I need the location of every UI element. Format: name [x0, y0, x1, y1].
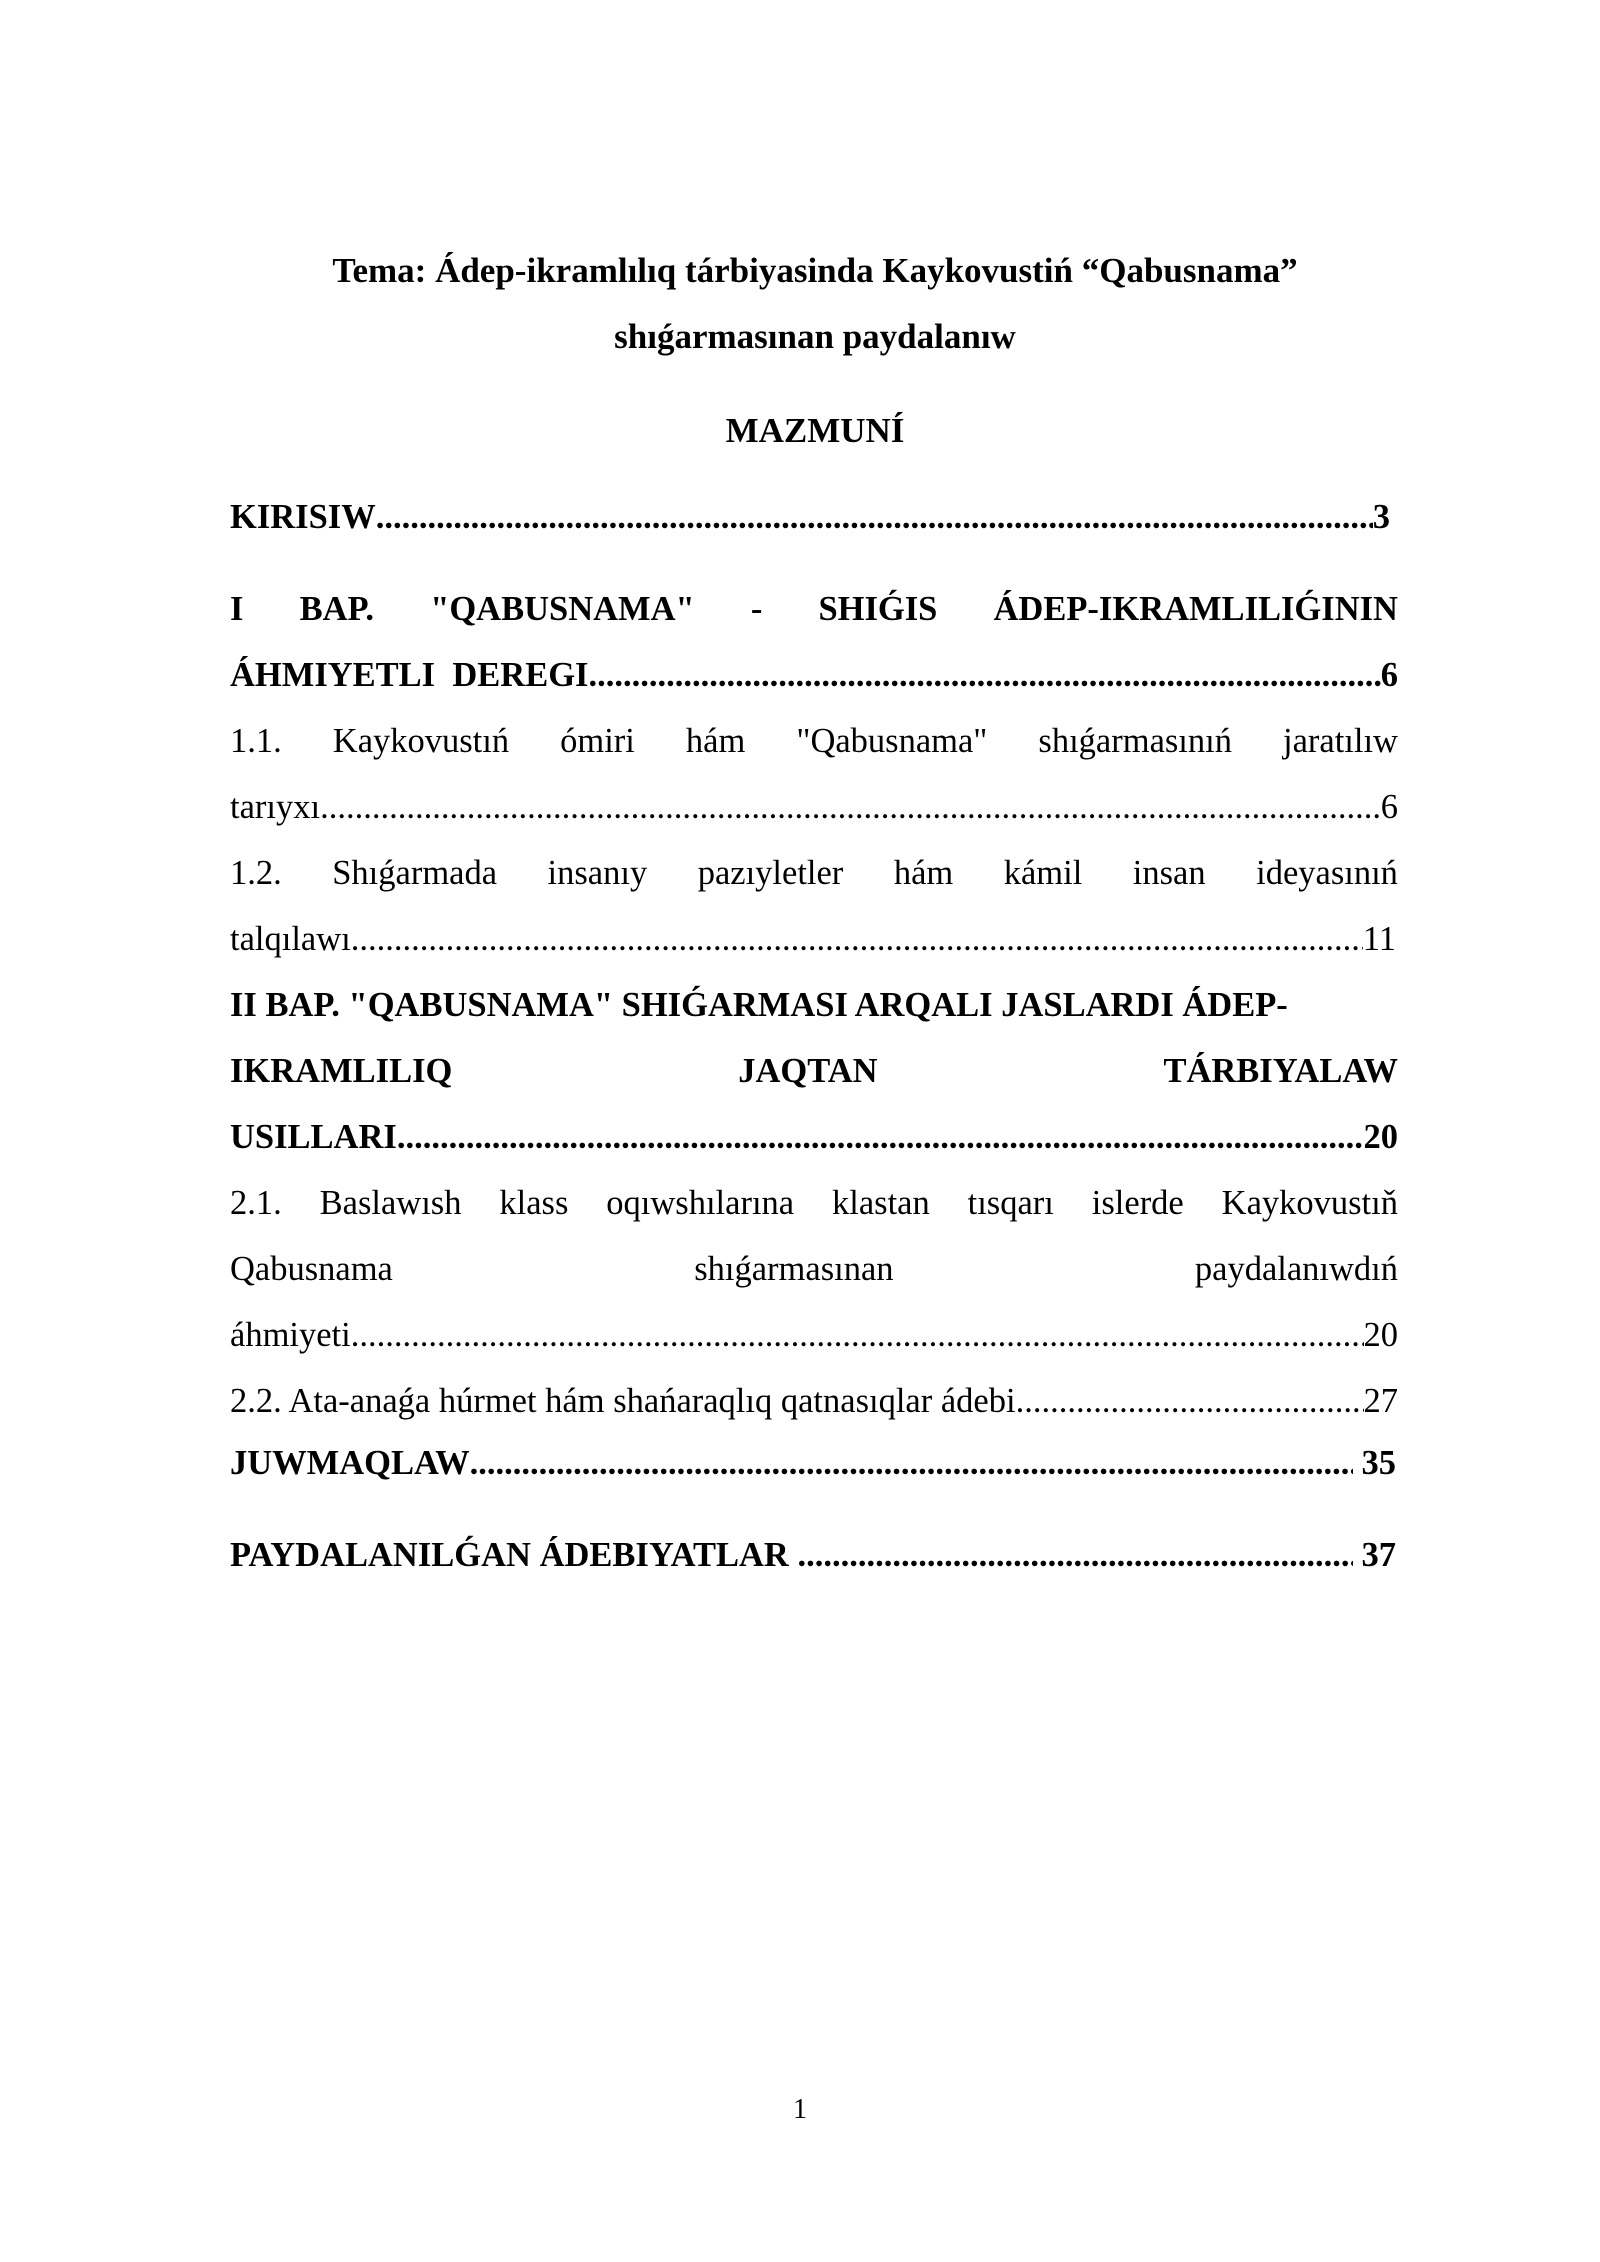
- toc-word: 1.1.: [230, 722, 282, 760]
- toc-word: Baslawısh: [319, 1184, 462, 1222]
- toc-word: ÁDEP-IKRAMLILIǴININ: [993, 590, 1398, 628]
- toc-entry-page: 37: [1352, 1536, 1396, 1574]
- toc-word: klass: [499, 1184, 569, 1222]
- toc-word: 2.1.: [230, 1184, 282, 1222]
- toc-word: JAQTAN: [738, 1052, 878, 1090]
- toc-entry-label: talqılawı: [230, 920, 351, 958]
- toc-entry-1-1-line1[interactable]: [230, 708, 1398, 774]
- toc-entry-label: ÁHMIYETLI DEREGI: [230, 656, 589, 694]
- toc-word: ómiri: [560, 722, 635, 760]
- toc-entry-bap2-line3[interactable]: [230, 1104, 1398, 1170]
- toc-word: IKRAMLILIQ: [230, 1052, 453, 1090]
- toc-word: hám: [893, 854, 954, 892]
- toc-heading: MAZMUNÍ: [725, 411, 905, 450]
- toc-entry-page: 20: [1363, 1118, 1398, 1156]
- toc-word: kámil: [1003, 854, 1083, 892]
- toc-word: oqıwshılarına: [606, 1184, 795, 1222]
- toc-entry-page: 11: [1362, 920, 1396, 958]
- toc-entry-1-1-line2[interactable]: [230, 774, 1398, 840]
- toc-word: islerde: [1091, 1184, 1184, 1222]
- toc-leader-dots: [470, 1430, 1353, 1496]
- toc-word: I: [230, 590, 244, 628]
- toc-entry-2-2[interactable]: [230, 1368, 1398, 1434]
- toc-word: insanıy: [547, 854, 648, 892]
- toc-word: hám: [685, 722, 746, 760]
- page-number: 1: [793, 2094, 807, 2125]
- toc-entry-2-1-line2[interactable]: [230, 1236, 1398, 1302]
- toc-entry-juwmaqlaw[interactable]: [230, 1430, 1396, 1496]
- toc-entry-bap1-line2[interactable]: [230, 642, 1398, 708]
- toc-word: shıǵarmasınan: [694, 1250, 894, 1288]
- toc-entry-label: tarıyxı: [230, 788, 321, 826]
- toc-leader-dots: [797, 1522, 1352, 1588]
- document-title: [230, 238, 1400, 370]
- toc-word: pazıyletler: [697, 854, 844, 892]
- toc-word: -: [750, 590, 763, 628]
- toc-word: Shıǵarmada: [332, 854, 498, 892]
- toc-leader-dots: [351, 1302, 1364, 1368]
- toc-entry-2-1-line1[interactable]: [230, 1170, 1398, 1236]
- title-line-1: Tema: Ádep-ikramlılıq tárbiyasinda Kaykovustiń “Qabusnama”: [332, 251, 1298, 290]
- toc-word: "QABUSNAMA": [430, 590, 695, 628]
- toc-entry-2-1-line3[interactable]: [230, 1302, 1398, 1368]
- toc-leader-dots: [1016, 1368, 1364, 1434]
- toc-word: jaratılıw: [1283, 722, 1398, 760]
- toc-word: klastan: [832, 1184, 930, 1222]
- toc-word: paydalanıwdıń: [1194, 1250, 1398, 1288]
- toc-leader-dots: [397, 1104, 1364, 1170]
- toc-word: tısqarı: [967, 1184, 1054, 1222]
- toc-leader-dots: [320, 774, 1381, 840]
- toc-entry-kirisiw[interactable]: [230, 484, 1390, 550]
- toc-entry-bap2-line2[interactable]: [230, 1038, 1398, 1104]
- toc-word: shıǵarmasınıń: [1038, 722, 1232, 760]
- toc-entry-1-2-line2[interactable]: [230, 906, 1396, 972]
- toc-entry-label: áhmiyeti: [230, 1316, 351, 1354]
- toc-word: TÁRBIYALAW: [1163, 1052, 1398, 1090]
- toc-entry-bap2-line1[interactable]: [230, 972, 1398, 1038]
- toc-leader-dots: [376, 484, 1373, 550]
- toc-entry-label: USILLARI: [230, 1118, 397, 1156]
- toc-entry-page: 6: [1380, 788, 1398, 826]
- toc-entry-label: JUWMAQLAW: [230, 1444, 470, 1482]
- toc-entry-1-2-line1[interactable]: [230, 840, 1398, 906]
- toc-entry-paydalanilgan-adebiyatlar[interactable]: [230, 1522, 1396, 1588]
- toc-entry-page: 20: [1363, 1316, 1398, 1354]
- toc-word: Kaykovustıń: [332, 722, 510, 760]
- toc-word: 1.2.: [230, 854, 282, 892]
- toc-entry-page: 35: [1352, 1444, 1396, 1482]
- toc-entry-label: PAYDALANILǴAN ÁDEBIYATLAR: [230, 1536, 798, 1574]
- toc-word: SHIǴIS: [818, 590, 938, 628]
- toc-entry-bap1-line1[interactable]: [230, 576, 1398, 642]
- toc-word: insan: [1132, 854, 1206, 892]
- toc-word: "Qabusnama": [796, 722, 988, 760]
- toc-leader-dots: [351, 906, 1363, 972]
- toc-entry-page: 3: [1372, 498, 1390, 536]
- toc-word: Kaykovustıň: [1221, 1184, 1398, 1222]
- toc-entry-page: 27: [1363, 1382, 1398, 1420]
- toc-entry-label: KIRISIW: [230, 498, 376, 536]
- toc-word: BAP.: [299, 590, 375, 628]
- toc-leader-dots: [588, 642, 1380, 708]
- toc-word: ideyasınıń: [1256, 854, 1398, 892]
- toc-entry-label: II BAP. "QABUSNAMA" SHIǴARMASI ARQALI JASLARDI ÁDEP-: [230, 986, 1288, 1024]
- title-line-2: shıǵarmasınan paydalanıw: [614, 317, 1016, 356]
- toc-entry-page: 6: [1380, 656, 1398, 694]
- toc-word: Qabusnama: [230, 1250, 393, 1288]
- toc-entry-label: 2.2. Ata-anaǵa húrmet hám shańaraqlıq qatnasıqlar ádebi: [230, 1382, 1016, 1420]
